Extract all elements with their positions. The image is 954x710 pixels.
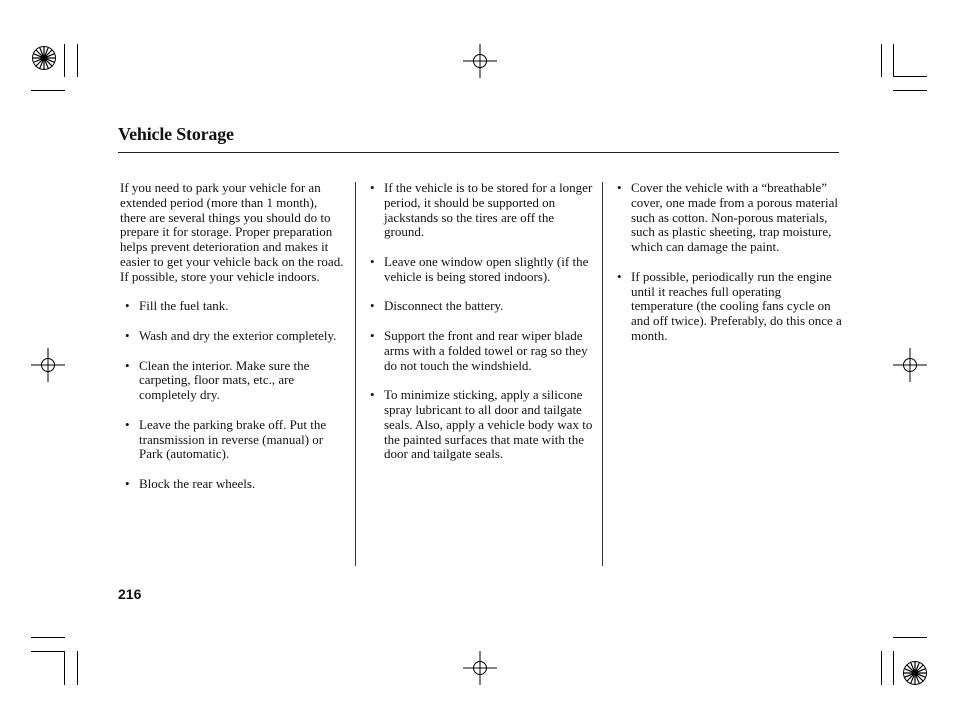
list-item: • To minimize sticking, apply a silicone spray lubricant to all door and tailgate seals. Also, apply a vehicle body wax to the painted surfaces that mate with the door and tailgate seals. bbox=[370, 388, 594, 462]
list-item: • Leave the parking brake off. Put the transmission in reverse (manual) or Park (automatic). bbox=[125, 418, 345, 462]
column-2 bbox=[370, 181, 594, 477]
page-number: 216 bbox=[118, 586, 142, 602]
list-item: • Block the rear wheels. bbox=[125, 477, 345, 492]
title-rule bbox=[118, 152, 839, 153]
list-item: • Cover the vehicle with a “breathable” cover, one made from a porous material such as cotton. Non-porous materials, such as plastic sheeting, trap moisture, which can damage the paint. bbox=[617, 181, 843, 255]
starburst-registration-icon bbox=[902, 660, 928, 686]
list-item: • Wash and dry the exterior completely. bbox=[125, 329, 345, 344]
column-divider bbox=[355, 182, 356, 566]
list-item: • Support the front and rear wiper blade arms with a folded towel or rag so they do not touch the windshield. bbox=[370, 329, 594, 373]
list-item: • Fill the fuel tank. bbox=[125, 299, 345, 314]
list-item: • Leave one window open slightly (if the vehicle is being stored indoors). bbox=[370, 255, 594, 285]
intro-paragraph: If you need to park your vehicle for an extended period (more than 1 month), there are several things you should do to prepare it for storage. Proper preparation helps prevent deterioration and makes it easier to get your vehicle back on the road. If possible, store your vehicle indoors. bbox=[120, 180, 344, 284]
crosshair-registration-icon bbox=[463, 44, 497, 78]
starburst-registration-icon bbox=[31, 45, 57, 71]
column-divider bbox=[602, 182, 603, 566]
list-item: • Disconnect the battery. bbox=[370, 299, 594, 314]
list-item: • If the vehicle is to be stored for a longer period, it should be supported on jackstands so the tires are off the ground. bbox=[370, 181, 594, 240]
list-item: • If possible, periodically run the engine until it reaches full operating temperature (the cooling fans cycle on and off twice). Preferably, do this once a month. bbox=[617, 270, 843, 344]
column-3 bbox=[617, 181, 843, 359]
page-title: Vehicle Storage bbox=[118, 124, 234, 144]
list-item: • Clean the interior. Make sure the carpeting, floor mats, etc., are completely dry. bbox=[125, 359, 345, 403]
crosshair-registration-icon bbox=[893, 348, 927, 382]
column-1 bbox=[120, 181, 345, 507]
crosshair-registration-icon bbox=[463, 651, 497, 685]
crosshair-registration-icon bbox=[31, 348, 65, 382]
